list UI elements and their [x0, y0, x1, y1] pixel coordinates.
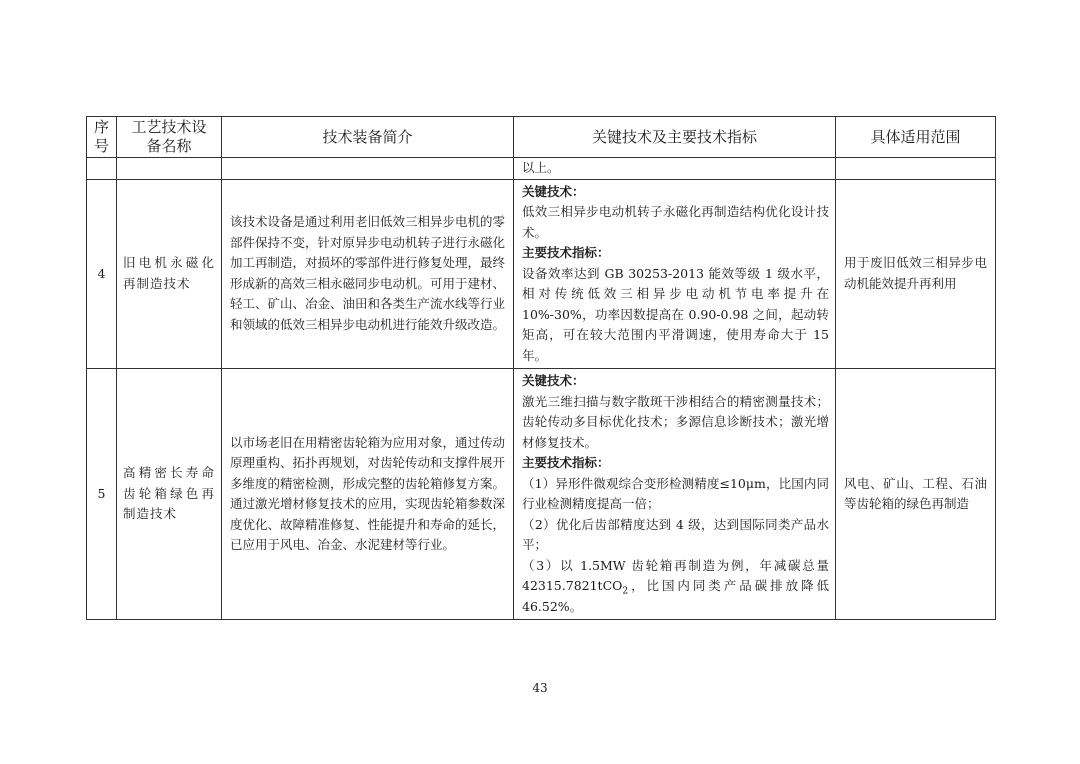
key-tech-label: 关键技术：: [522, 373, 585, 388]
index-label: 主要技术指标：: [522, 455, 610, 470]
index-label: 主要技术指标：: [522, 245, 610, 260]
cont-scope: [836, 158, 996, 180]
technology-table: [86, 116, 996, 620]
index-item-2: （2）优化后齿部精度达到 4 级，达到国际同类产品水平；: [522, 516, 829, 552]
row-key-tech: [514, 369, 836, 620]
row-scope: 用于废旧低效三相异步电动机能效提升再利用: [836, 179, 996, 369]
index-item-3-pre: （3）以 1.5MW 齿轮箱再制造为例，年减碳总量 42315.7821tCO: [522, 557, 829, 593]
row-intro: 以市场老旧在用精密齿轮箱为应用对象，通过传动原理重构、拓扑再规划，对齿轮传动和支撑件展开多维度的精密检测，形成完整的齿轮箱修复方案。通过激光增材修复技术的应用，实现齿轮箱参数深度优化、故障精准修复、性能提升和寿命的延长，已应用于风电、冶金、水泥建材等行业。: [222, 369, 514, 620]
row-no: 5: [87, 369, 117, 620]
table-row: [87, 369, 996, 620]
cont-key: 以上。: [514, 158, 836, 180]
index-item-3-post: ，比国内同类产品碳排放降低 46.52%。: [522, 578, 829, 614]
index-text: 设备效率达到 GB 30253-2013 能效等级 1 级水平，相对传统低效三相异步电动机节电率提升在 10%-30%，功率因数提高在 0.90-0.98 之间，起动转矩高，可在较大范围内平滑调速，使用寿命大于 15 年。: [522, 265, 829, 363]
row-name: 高精密长寿命齿轮箱绿色再制造技术: [117, 369, 222, 620]
row-intro: 该技术设备是通过利用老旧低效三相异步电机的零部件保持不变，针对原异步电动机转子进行永磁化加工再制造，对损坏的零部件进行修复处理，最终形成新的高效三相永磁同步电动机。可用于建材、轻工、矿山、冶金、油田和各类生产流水线等行业和领域的低效三相异步电动机进行能效升级改造。: [222, 179, 514, 369]
table-header-row: [87, 117, 996, 158]
index-item-1: （1）异形件微观综合变形检测精度≤10μm，比国内同行业检测精度提高一倍；: [522, 475, 829, 511]
co2-subscript: 2: [622, 586, 629, 597]
cont-name: [117, 158, 222, 180]
header-name: 工艺技术设备名称: [117, 117, 222, 158]
key-tech-label: 关键技术：: [522, 183, 585, 199]
row-no: 4: [87, 179, 117, 369]
page-number: 43: [532, 681, 548, 695]
header-intro: 技术装备简介: [222, 117, 514, 158]
row-scope: 风电、矿山、工程、石油等齿轮箱的绿色再制造: [836, 369, 996, 620]
continuation-row: [87, 158, 996, 180]
row-name: 旧电机永磁化再制造技术: [117, 179, 222, 369]
row-key-tech: [514, 179, 836, 369]
key-tech-text: 低效三相异步电动机转子永磁化再制造结构优化设计技术。: [522, 204, 829, 240]
index-item-3: [522, 556, 829, 618]
cont-intro: [222, 158, 514, 180]
cont-no: [87, 158, 117, 180]
table-row: [87, 179, 996, 369]
header-scope: 具体适用范围: [836, 117, 996, 158]
header-key: 关键技术及主要技术指标: [514, 117, 836, 158]
header-no: 序号: [87, 117, 117, 158]
key-tech-text: 激光三维扫描与数字散斑干涉相结合的精密测量技术；齿轮传动多目标优化技术；多源信息诊断技术；激光增材修复技术。: [522, 393, 829, 450]
